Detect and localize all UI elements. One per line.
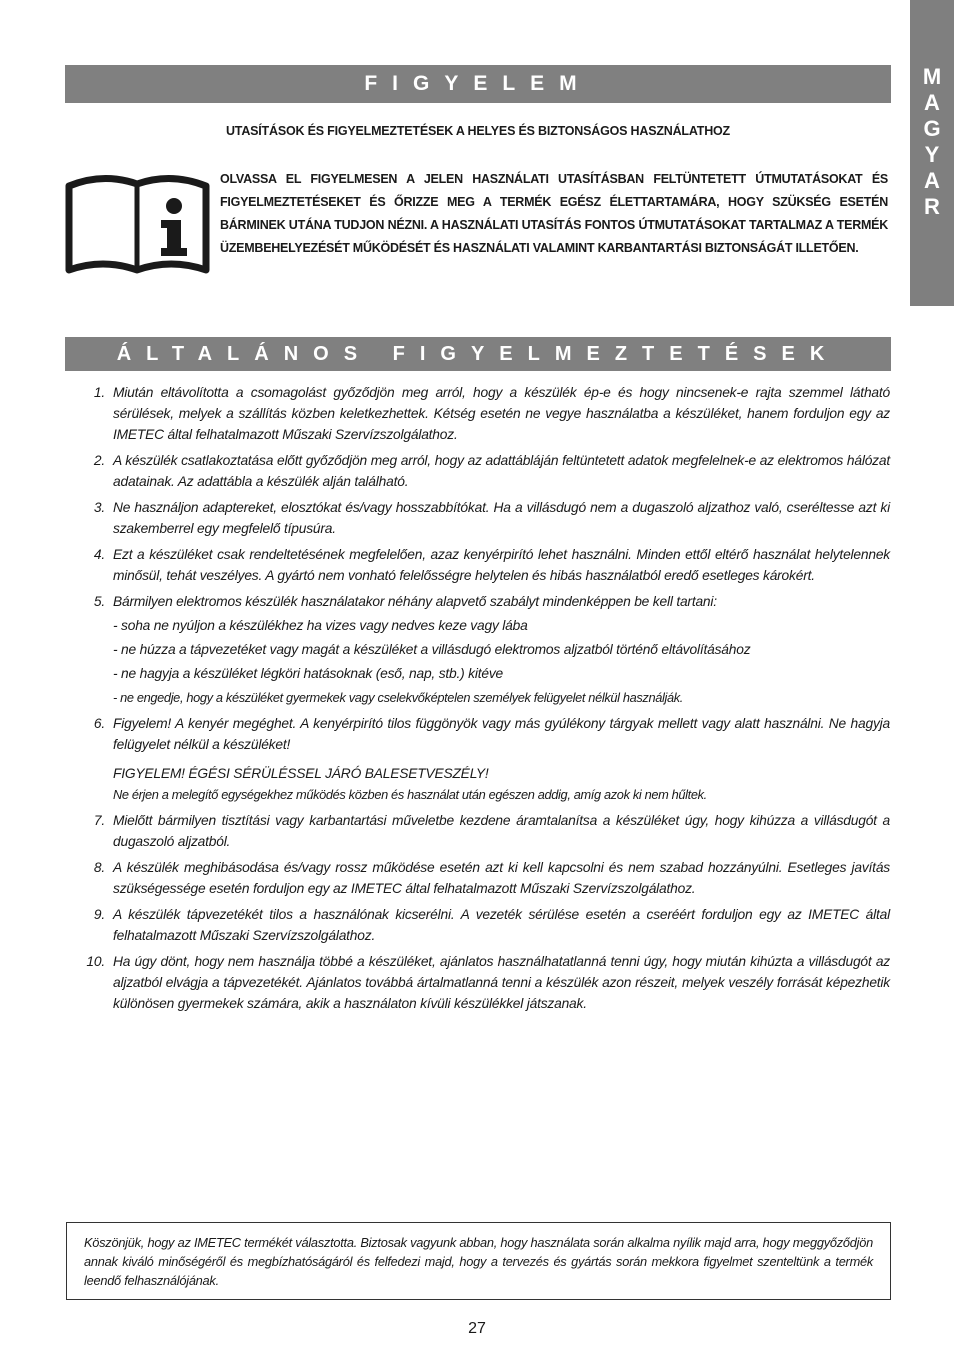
language-tab-letter: M [922, 64, 942, 89]
list-item [80, 857, 890, 899]
burn-note: Ne érjen a melegítő egységekhez működés közben és használat után egészen addig, amíg azok ki nem hűltek. [113, 787, 707, 802]
language-tab-letter: R [924, 194, 940, 219]
warning-banner: FIGYELEM [65, 65, 891, 103]
instructions-subheading: UTASÍTÁSOK ÉS FIGYELMEZTETÉSEK A HELYES ÉS BIZTONSÁGOS HASZNÁLATHOZ [225, 124, 730, 138]
list-item-number: 7. [93, 813, 105, 828]
list-item-number: 2. [93, 453, 105, 468]
list-item [80, 904, 890, 946]
page-number: 27 [468, 1320, 486, 1337]
rule-line: - ne hagyja a készüléket légköri hatásoknak (eső, nap, stb.) kitéve [113, 666, 503, 681]
list-item-number: 8. [93, 860, 105, 875]
rule-line: - soha ne nyúljon a készülékhez ha vizes vagy nedves keze vagy lába [113, 618, 528, 633]
list-item-text: A készülék tápvezetékét tilos a használónak kicserélni. A vezeték sérülése esetén a cseréért forduljon egy az IMETEC által felhatalmazott Műszaki Szervízszolgálathoz. [113, 907, 890, 943]
list-item [80, 382, 890, 445]
thank-you-box: Köszönjük, hogy az IMETEC termékét választotta. Biztosak vagyunk abban, hogy használata során alkalma nyílik majd arra, hogy meggyőződjön annak kiváló minőségéről és megbízhatóságáról és felfedezi majd, hogy a tervezés és gyártás során mekkora figyelmet szenteltünk a termék leendő felhasználójának. [66, 1222, 891, 1300]
rule-line: - ne húzza a tápvezetéket vagy magát a készüléket a villásdugó elektromos aljzatból történő eltávolításához [113, 642, 751, 657]
list-item-text: Mielőtt bármilyen tisztítási vagy karbantartási műveletbe kezdene áramtalanítsa a készüléket úgy, hogy kihúzza a villásdugót a dugaszoló aljzatból. [113, 813, 890, 849]
general-warnings-banner: ÁLTALÁNOS FIGYELMEZTETÉSEK [65, 337, 891, 371]
list-item-number: 10. [86, 954, 105, 969]
list-item-text: Ne használjon adaptereket, elosztókat és/vagy hosszabbítókat. Ha a villásdugó nem a dugaszoló aljzathoz való, cseréltesse azt ki szakemberrel egy megfelelő típusúra. [113, 500, 890, 536]
language-tab-letter: A [924, 168, 940, 193]
language-tab-letter: Y [924, 142, 940, 167]
list-item-text: Ha úgy dönt, hogy nem használja többé a készüléket, ajánlatos használhatatlanná tenni úgy, hogy miután kihúzta a villásdugót az aljzatból elvágja a tápvezetékét. Ajánlatos továbbá ártalmatlanná tenni a készülék azon részeit, melyek veszély forrását képezhetik különösen gyermekek számára, akik a használaton kívüli készülékkel játszanak. [113, 954, 890, 1011]
list-item [80, 810, 890, 852]
list-item-number: 6. [93, 716, 105, 731]
burn-warning: FIGYELEM! ÉGÉSI SÉRÜLÉSSEL JÁRÓ BALESETVESZÉLY! [113, 766, 489, 781]
info-book-icon [65, 170, 210, 275]
list-item-number: 5. [93, 594, 105, 609]
list-item-number: 4. [93, 547, 105, 562]
list-item-number: 1. [93, 385, 105, 400]
list-item [80, 497, 890, 539]
list-item [80, 591, 890, 708]
list-item-text: Figyelem! A kenyér megéghet. A kenyérpirító tilos függönyök vagy más gyúlékony tárgyak mellett vagy alatt használni. Ne hagyja felügyelet nélkül a készüléket! [113, 716, 890, 752]
list-item-text: Miután eltávolította a csomagolást győződjön meg arról, hogy a készülék ép-e és hogy nincsenek-e rajta szemmel látható sérülések, melyek a szállítás közben keletkezhettek. Kétség esetén ne vegye használatba a készüléket, hanem forduljon egy az IMETEC által felhatalmazott Műszaki Szervízszolgálathoz. [113, 385, 890, 442]
list-item [80, 450, 890, 492]
language-tab-letter: G [923, 116, 941, 141]
list-item-text: A készülék csatlakoztatása előtt győződjön meg arról, hogy az adattábláján feltüntetett adatok megfelelnek-e az elektromos hálózat adatainak. Az adattábla a készülék alján található. [113, 453, 890, 489]
warnings-list [80, 382, 890, 1019]
rule-line: - ne engedje, hogy a készüléket gyermekek vagy cselekvőképtelen személyek felügyelet nélkül használják. [113, 690, 684, 705]
list-item-text: A készülék meghibásodása és/vagy rossz működése esetén azt ki kell kapcsolni és nem szabad hozzányúlni. Esetleges javítás szükségessége esetén forduljon egy az IMETEC által felhatalmazott Műszaki Szervízszolgálathoz. [113, 860, 890, 896]
list-item [80, 951, 890, 1014]
list-item-text: Ezt a készüléket csak rendeltetésének megfelelően, azaz kenyérpirító lehet használni. Minden ettől eltérő használat helytelennek minősül, tehát veszélyes. A gyártó nem vonható felelősségre helytelen és hibás használatból eredő esetleges károkért. [113, 547, 890, 583]
list-item [80, 713, 890, 805]
list-item-text: Bármilyen elektromos készülék használatakor néhány alapvető szabályt mindenképpen be kell tartani: [113, 594, 717, 609]
list-item [80, 544, 890, 586]
list-item-number: 9. [93, 907, 105, 922]
language-tab [910, 0, 954, 306]
list-item-number: 3. [93, 500, 105, 515]
intro-paragraph: OLVASSA EL FIGYELMESEN A JELEN HASZNÁLATI UTASÍTÁSBAN FELTÜNTETETT ÚTMUTATÁSOKAT ÉS FIGYELMEZTETÉSEKET ÉS ŐRIZZE MEG A TERMÉK EGÉSZ ÉLETTARTAMÁRA, HOGY SZÜKSÉG ESETÉN BÁRMINEK UTÁNA TUDJON NÉZNI. A HASZNÁLATI UTASÍTÁS FONTOS ÚTMUTATÁSOKAT TARTALMAZ A TERMÉK ÜZEMBEHELYEZÉSÉT MŰKÖDÉSÉT ÉS HASZNÁLATI VALAMINT KARBANTARTÁSI BIZTONSÁGÁT ILLETŐEN. [220, 172, 888, 255]
language-tab-letter: A [924, 90, 940, 115]
